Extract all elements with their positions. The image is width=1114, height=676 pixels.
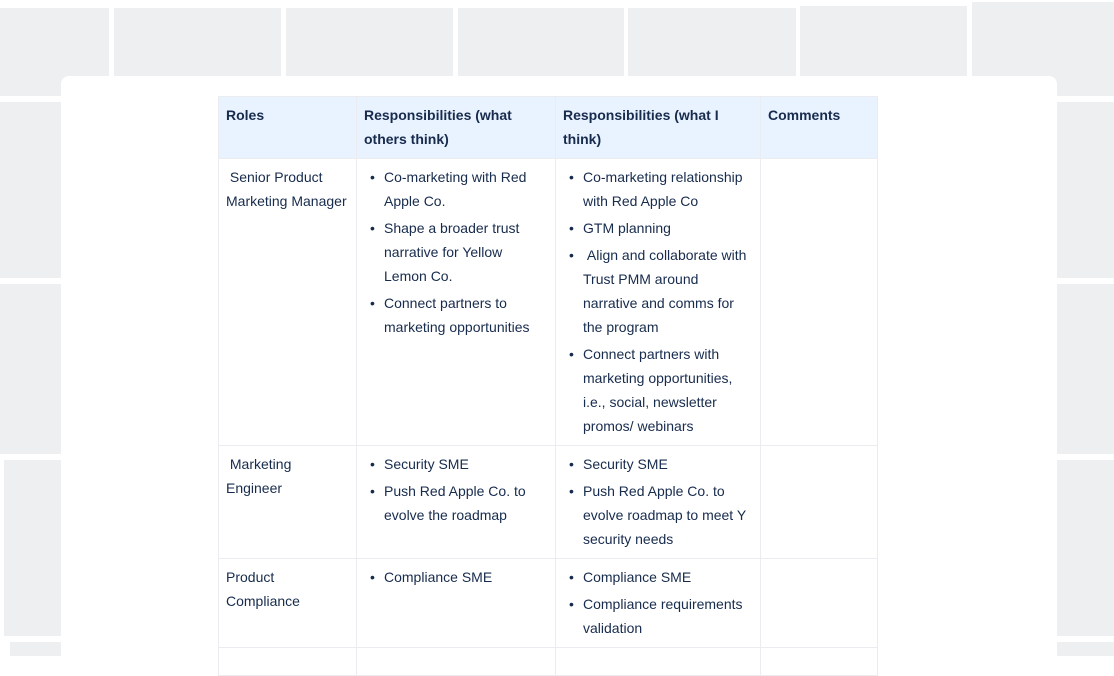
list-item: • Shape a broader trust narrative for Yellow Lemon Co. — [384, 216, 548, 288]
list-item: • Compliance SME — [583, 565, 753, 589]
empty-cell — [761, 648, 878, 676]
list-item: • Connect partners to marketing opportunities — [384, 291, 548, 339]
bg-tile — [0, 102, 61, 278]
list-item: • Security SME — [583, 452, 753, 476]
bg-tile — [0, 284, 61, 454]
role-cell — [219, 559, 357, 648]
bg-tile — [1057, 642, 1114, 656]
bg-tile — [1057, 102, 1114, 278]
mine-cell — [556, 446, 761, 559]
table-header-row — [219, 97, 878, 159]
bullet-list — [563, 452, 753, 551]
list-item: • Compliance SME — [384, 565, 548, 589]
bullet-list — [364, 565, 548, 589]
role-label: Product Compliance — [226, 569, 300, 609]
role-label: Senior Product Marketing Manager — [226, 169, 347, 209]
table-row — [219, 559, 878, 648]
bullet-list — [563, 565, 753, 640]
list-item: • Connect partners with marketing opportunities, i.e., social, newsletter promos/ webinars — [583, 342, 753, 438]
list-item: • Security SME — [384, 452, 548, 476]
empty-cell — [219, 648, 357, 676]
bg-tile — [1057, 284, 1114, 454]
header-comments: Comments — [761, 97, 878, 159]
comments-cell — [761, 446, 878, 559]
bullet-list — [364, 165, 548, 339]
mine-cell — [556, 559, 761, 648]
bg-tile — [286, 8, 453, 76]
role-label: Marketing Engineer — [226, 456, 296, 496]
others-cell — [357, 446, 556, 559]
bg-tile — [10, 642, 61, 656]
list-item: • Push Red Apple Co. to evolve the roadmap — [384, 479, 548, 527]
table-row — [219, 159, 878, 446]
header-responsibilities-mine: Responsibilities (what I think) — [556, 97, 761, 159]
list-item: • Co-marketing relationship with Red Apple Co — [583, 165, 753, 213]
empty-cell — [357, 648, 556, 676]
empty-cell — [556, 648, 761, 676]
others-cell — [357, 159, 556, 446]
bg-tile — [114, 8, 281, 76]
bg-tile — [458, 8, 624, 76]
list-item: • Align and collaborate with Trust PMM around narrative and comms for the program — [583, 243, 753, 339]
others-cell — [357, 559, 556, 648]
list-item: • Co-marketing with Red Apple Co. — [384, 165, 548, 213]
list-item: • Push Red Apple Co. to evolve roadmap to meet Y security needs — [583, 479, 753, 551]
list-item: • Compliance requirements validation — [583, 592, 753, 640]
header-roles: Roles — [219, 97, 357, 159]
list-item: • GTM planning — [583, 216, 753, 240]
bg-tile — [1057, 460, 1114, 636]
role-cell — [219, 446, 357, 559]
header-responsibilities-others: Responsibilities (what others think) — [357, 97, 556, 159]
table-row-partial — [219, 648, 878, 676]
table-row — [219, 446, 878, 559]
role-cell — [219, 159, 357, 446]
bullet-list — [563, 165, 753, 438]
bg-tile — [4, 460, 61, 636]
roles-table — [218, 96, 878, 676]
bullet-list — [364, 452, 548, 527]
comments-cell — [761, 559, 878, 648]
bg-tile — [800, 6, 967, 76]
bg-tile — [628, 8, 796, 76]
comments-cell — [761, 159, 878, 446]
mine-cell — [556, 159, 761, 446]
